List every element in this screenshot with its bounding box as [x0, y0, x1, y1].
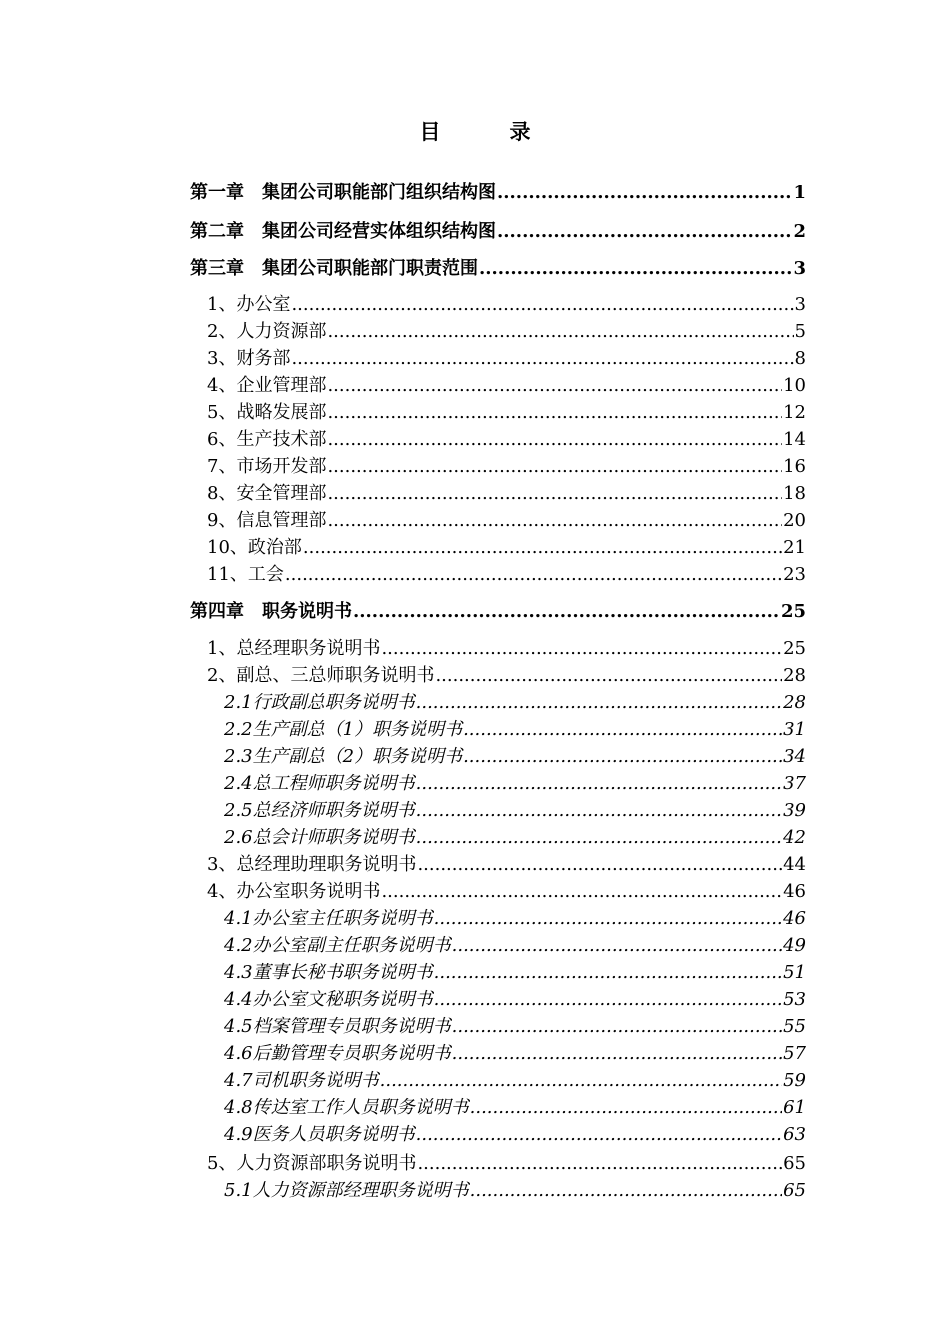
toc-entry-label: 4、企业管理部 — [207, 375, 327, 396]
dot-leader — [452, 935, 782, 957]
toc-entry-label: 4、办公室职务说明书 — [207, 881, 381, 902]
toc-entry[interactable] — [207, 1149, 806, 1175]
toc-entry[interactable] — [224, 715, 806, 741]
toc-entry-page-number: 2 — [793, 221, 806, 242]
toc-entry-page-number: 3 — [794, 294, 806, 315]
toc-entry-label: 8、安全管理部 — [207, 483, 327, 504]
toc-entry-label: 2.5总经济师职务说明书 — [224, 800, 415, 821]
toc-entry-label: 4.6后勤管理专员职务说明书 — [224, 1043, 451, 1064]
toc-entry[interactable] — [207, 877, 806, 903]
dot-leader — [416, 773, 782, 795]
toc-entry-label: 11、工会 — [207, 564, 284, 585]
toc-entry-page-number: 46 — [783, 881, 806, 902]
toc-entry-page-number: 63 — [783, 1124, 806, 1145]
toc-entry-page-number: 25 — [783, 638, 806, 659]
toc-entry[interactable] — [224, 742, 806, 768]
toc-entry[interactable] — [207, 533, 806, 559]
toc-entry-label: 4.4办公室文秘职务说明书 — [224, 989, 433, 1010]
toc-entry[interactable] — [224, 1120, 806, 1146]
dot-leader — [285, 564, 782, 586]
toc-entry-page-number: 31 — [783, 719, 806, 740]
toc-entry-label: 4.9医务人员职务说明书 — [224, 1124, 415, 1145]
toc-entry-label: 2.2生产副总（1）职务说明书 — [224, 719, 463, 740]
toc-entry-label: 5、人力资源部职务说明书 — [207, 1153, 417, 1174]
toc-entry-page-number: 39 — [783, 800, 806, 821]
toc-entry-label: 1、总经理职务说明书 — [207, 638, 381, 659]
toc-entry-page-number: 28 — [783, 665, 806, 686]
toc-entry-label: 第一章 集团公司职能部门组织结构图 — [190, 182, 496, 203]
toc-entry-label: 5.1人力资源部经理职务说明书 — [224, 1180, 469, 1201]
dot-leader — [417, 1153, 782, 1175]
toc-entry[interactable] — [207, 317, 806, 343]
toc-entry-page-number: 20 — [783, 510, 806, 531]
toc-entry[interactable] — [190, 597, 806, 623]
toc-entry[interactable] — [224, 823, 806, 849]
toc-title: 目 录 — [419, 119, 555, 144]
toc-entry-page-number: 57 — [783, 1043, 806, 1064]
dot-leader — [327, 402, 782, 424]
dot-leader — [416, 800, 782, 822]
toc-entry[interactable] — [207, 398, 806, 424]
dot-leader — [497, 182, 792, 204]
dot-leader — [327, 510, 782, 532]
toc-entry-page-number: 65 — [783, 1153, 806, 1174]
toc-entry-page-number: 14 — [783, 429, 806, 450]
toc-entry[interactable] — [207, 850, 806, 876]
dot-leader — [291, 348, 793, 370]
dot-leader — [381, 881, 782, 903]
toc-entry-page-number: 51 — [783, 962, 806, 983]
toc-entry-page-number: 34 — [783, 746, 806, 767]
toc-entry-page-number: 10 — [783, 375, 806, 396]
toc-entry-page-number: 59 — [783, 1070, 806, 1091]
toc-entry[interactable] — [207, 425, 806, 451]
dot-leader — [416, 827, 782, 849]
toc-entry[interactable] — [207, 452, 806, 478]
toc-entry-page-number: 3 — [793, 258, 806, 279]
toc-entry[interactable] — [224, 769, 806, 795]
toc-entry[interactable] — [190, 217, 806, 243]
toc-entry-page-number: 53 — [783, 989, 806, 1010]
dot-leader — [327, 321, 793, 343]
toc-entry[interactable] — [207, 371, 806, 397]
toc-entry-label: 2.6总会计师职务说明书 — [224, 827, 415, 848]
toc-entry-page-number: 23 — [783, 564, 806, 585]
dot-leader — [497, 221, 792, 243]
toc-entry[interactable] — [224, 1012, 806, 1038]
dot-leader — [416, 1124, 782, 1146]
toc-entry-label: 3、财务部 — [207, 348, 291, 369]
dot-leader — [452, 1043, 782, 1065]
toc-entry-page-number: 61 — [783, 1097, 806, 1118]
toc-entry[interactable] — [207, 634, 806, 660]
toc-entry[interactable] — [224, 688, 806, 714]
toc-entry[interactable] — [207, 479, 806, 505]
toc-entry[interactable] — [190, 178, 806, 204]
toc-entry-label: 6、生产技术部 — [207, 429, 327, 450]
toc-entry-page-number: 1 — [793, 182, 806, 203]
toc-entry-page-number: 16 — [783, 456, 806, 477]
dot-leader — [463, 719, 782, 741]
toc-entry-page-number: 42 — [783, 827, 806, 848]
toc-entry-page-number: 28 — [783, 692, 806, 713]
dot-leader — [417, 854, 782, 876]
toc-entry-label: 2、人力资源部 — [207, 321, 327, 342]
toc-entry-page-number: 65 — [783, 1180, 806, 1201]
toc-entry-page-number: 44 — [783, 854, 806, 875]
dot-leader — [353, 601, 780, 623]
toc-entry[interactable] — [207, 661, 806, 687]
toc-entry-label: 第三章 集团公司职能部门职责范围 — [190, 258, 478, 279]
dot-leader — [479, 258, 792, 280]
toc-entry-label: 5、战略发展部 — [207, 402, 327, 423]
toc-entry-label: 4.5档案管理专员职务说明书 — [224, 1016, 451, 1037]
toc-entry[interactable] — [224, 904, 806, 930]
toc-entry-label: 2.1行政副总职务说明书 — [224, 692, 415, 713]
toc-entry-label: 9、信息管理部 — [207, 510, 327, 531]
toc-entry[interactable] — [224, 931, 806, 957]
dot-leader — [434, 989, 782, 1011]
dot-leader — [434, 908, 782, 930]
toc-entry[interactable] — [190, 254, 806, 280]
toc-entry[interactable] — [224, 958, 806, 984]
dot-leader — [435, 665, 782, 687]
toc-entry-label: 4.8传达室工作人员职务说明书 — [224, 1097, 469, 1118]
dot-leader — [463, 746, 782, 768]
toc-entry[interactable] — [224, 1093, 806, 1119]
toc-entry-page-number: 8 — [794, 348, 806, 369]
toc-entry-page-number: 21 — [783, 537, 806, 558]
toc-entry-label: 2.3生产副总（2）职务说明书 — [224, 746, 463, 767]
toc-entry-page-number: 55 — [783, 1016, 806, 1037]
dot-leader — [380, 1070, 782, 1092]
toc-entry[interactable] — [224, 1176, 806, 1202]
toc-entry-label: 第二章 集团公司经营实体组织结构图 — [190, 221, 496, 242]
dot-leader — [327, 483, 782, 505]
toc-entry[interactable] — [207, 560, 806, 586]
toc-entry-page-number: 46 — [783, 908, 806, 929]
dot-leader — [303, 537, 782, 559]
toc-entry-label: 2、副总、三总师职务说明书 — [207, 665, 435, 686]
dot-leader — [327, 375, 782, 397]
toc-entry[interactable] — [224, 1066, 806, 1092]
toc-entry-page-number: 5 — [794, 321, 806, 342]
toc-entry-page-number: 37 — [783, 773, 806, 794]
dot-leader — [327, 429, 782, 451]
toc-entry-label: 第四章 职务说明书 — [190, 601, 352, 622]
dot-leader — [291, 294, 793, 316]
toc-entry-page-number: 12 — [783, 402, 806, 423]
toc-entry-page-number: 18 — [783, 483, 806, 504]
toc-entry-label: 4.7司机职务说明书 — [224, 1070, 379, 1091]
toc-entry-page-number: 25 — [780, 601, 806, 622]
toc-entry-label: 2.4总工程师职务说明书 — [224, 773, 415, 794]
toc-entry-page-number: 49 — [783, 935, 806, 956]
toc-entry-label: 10、政治部 — [207, 537, 302, 558]
toc-entry[interactable] — [207, 290, 806, 316]
toc-entry[interactable] — [224, 985, 806, 1011]
dot-leader — [434, 962, 782, 984]
dot-leader — [381, 638, 782, 660]
toc-entry-label: 1、办公室 — [207, 294, 291, 315]
dot-leader — [452, 1016, 782, 1038]
toc-entry-label: 4.1办公室主任职务说明书 — [224, 908, 433, 929]
toc-entry-label: 4.2办公室副主任职务说明书 — [224, 935, 451, 956]
dot-leader — [416, 692, 782, 714]
toc-entry[interactable] — [224, 796, 806, 822]
toc-entry[interactable] — [207, 344, 806, 370]
toc-entry-label: 7、市场开发部 — [207, 456, 327, 477]
toc-entry[interactable] — [224, 1039, 806, 1065]
dot-leader — [470, 1097, 782, 1119]
toc-entry-label: 4.3董事长秘书职务说明书 — [224, 962, 433, 983]
dot-leader — [470, 1180, 782, 1202]
toc-entry[interactable] — [207, 506, 806, 532]
toc-entry-label: 3、总经理助理职务说明书 — [207, 854, 417, 875]
dot-leader — [327, 456, 782, 478]
